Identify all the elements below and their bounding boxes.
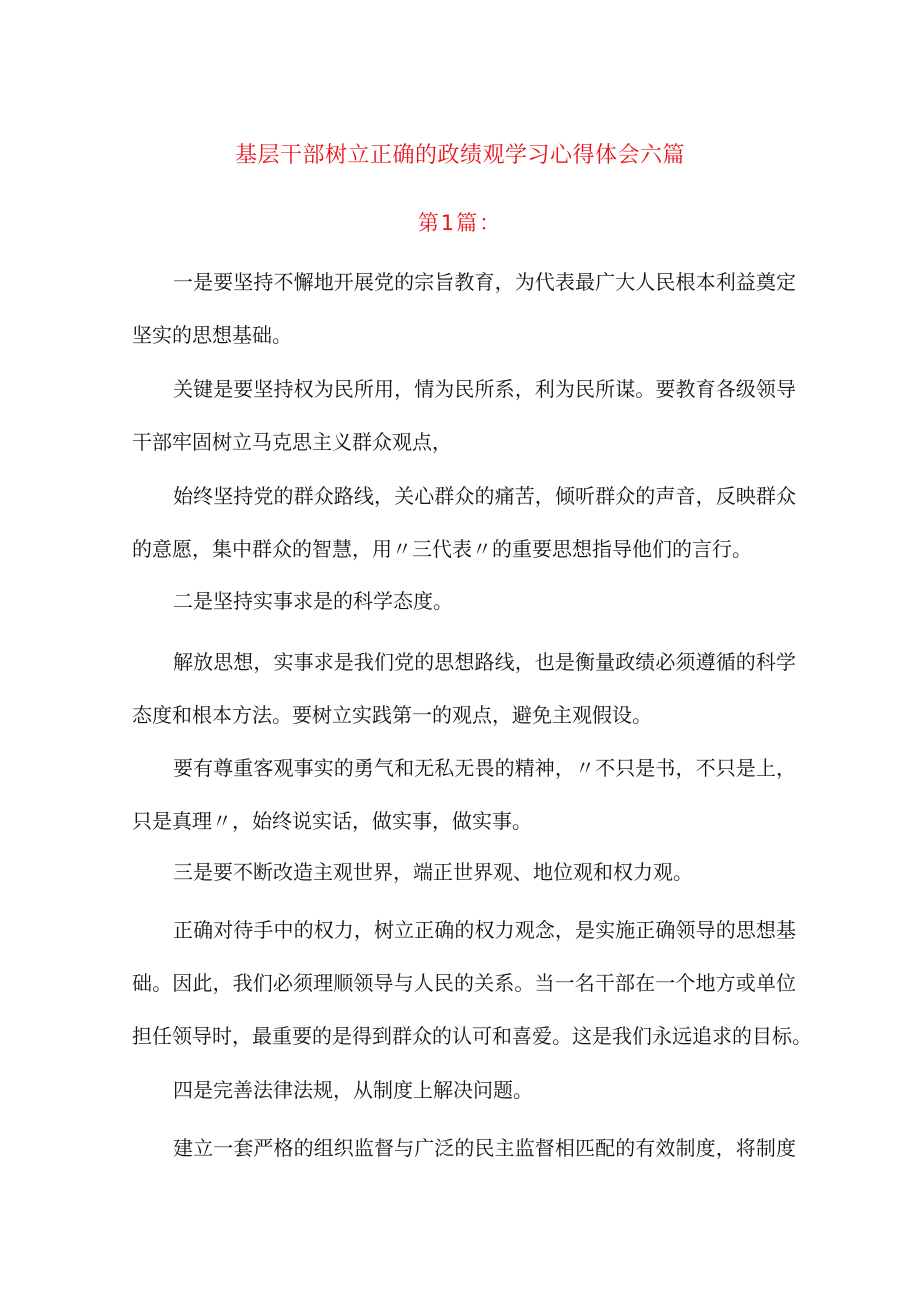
paragraph-6 bbox=[132, 742, 796, 848]
paragraph-line: 一是要坚持不懈地开展党的宗旨教育，为代表最广大人民根本利益奠定 bbox=[173, 270, 796, 294]
paragraph-line: 坚实的思想基础。 bbox=[132, 323, 292, 347]
paragraph-line: 的意愿，集中群众的智慧，用〃三代表〃的重要思想指导他们的言行。 bbox=[132, 537, 752, 561]
paragraph-2 bbox=[132, 363, 796, 469]
paragraph-line: 态度和根本方法。要树立实践第一的观点，避免主观假设。 bbox=[132, 703, 652, 727]
paragraph-line: 二是坚持实事求是的科学态度。 bbox=[173, 589, 453, 613]
paragraph-line: 解放思想，实事求是我们党的思想路线，也是衡量政绩必须遵循的科学 bbox=[173, 650, 796, 674]
paragraph-3 bbox=[132, 470, 796, 576]
paragraph-7 bbox=[132, 846, 796, 899]
paragraph-line: 只是真理〃，始终说实话，做实事，做实事。 bbox=[132, 809, 532, 833]
paragraph-1 bbox=[132, 256, 796, 362]
document-title: 基层干部树立正确的政绩观学习心得体会六篇 bbox=[234, 143, 685, 168]
paragraph-4 bbox=[132, 575, 796, 628]
paragraph-line: 干部牢固树立马克思主义群众观点， bbox=[132, 430, 452, 454]
paragraph-line: 建立一套严格的组织监督与广泛的民主监督相匹配的有效制度，将制度 bbox=[173, 1136, 796, 1160]
paragraph-5 bbox=[132, 636, 796, 742]
paragraph-line: 础。因此，我们必须理顺领导与人民的关系。当一名干部在一个地方或单位 bbox=[132, 971, 796, 995]
paragraph-8 bbox=[132, 904, 812, 1063]
paragraph-line: 要有尊重客观事实的勇气和无私无畏的精神，〃不只是书，不只是上， bbox=[173, 756, 796, 780]
paragraph-line: 四是完善法律法规，从制度上解决问题。 bbox=[173, 1078, 533, 1102]
paragraph-line: 关键是要坚持权为民所用，情为民所系，利为民所谋。要教育各级领导 bbox=[173, 377, 796, 401]
paragraph-line: 三是要不断改造主观世界，端正世界观、地位观和权力观。 bbox=[173, 860, 693, 884]
paragraph-9 bbox=[132, 1064, 796, 1117]
paragraph-line: 始终坚持党的群众路线，关心群众的痛苦，倾听群众的声音，反映群众 bbox=[173, 484, 796, 508]
section-heading: 第1篇： bbox=[417, 211, 503, 235]
paragraph-line: 正确对待手中的权力，树立正确的权力观念，是实施正确领导的思想基 bbox=[173, 918, 796, 942]
paragraph-line: 担任领导时，最重要的是得到群众的认可和喜爱。这是我们永远追求的目标。 bbox=[132, 1024, 812, 1048]
paragraph-10 bbox=[132, 1122, 796, 1175]
